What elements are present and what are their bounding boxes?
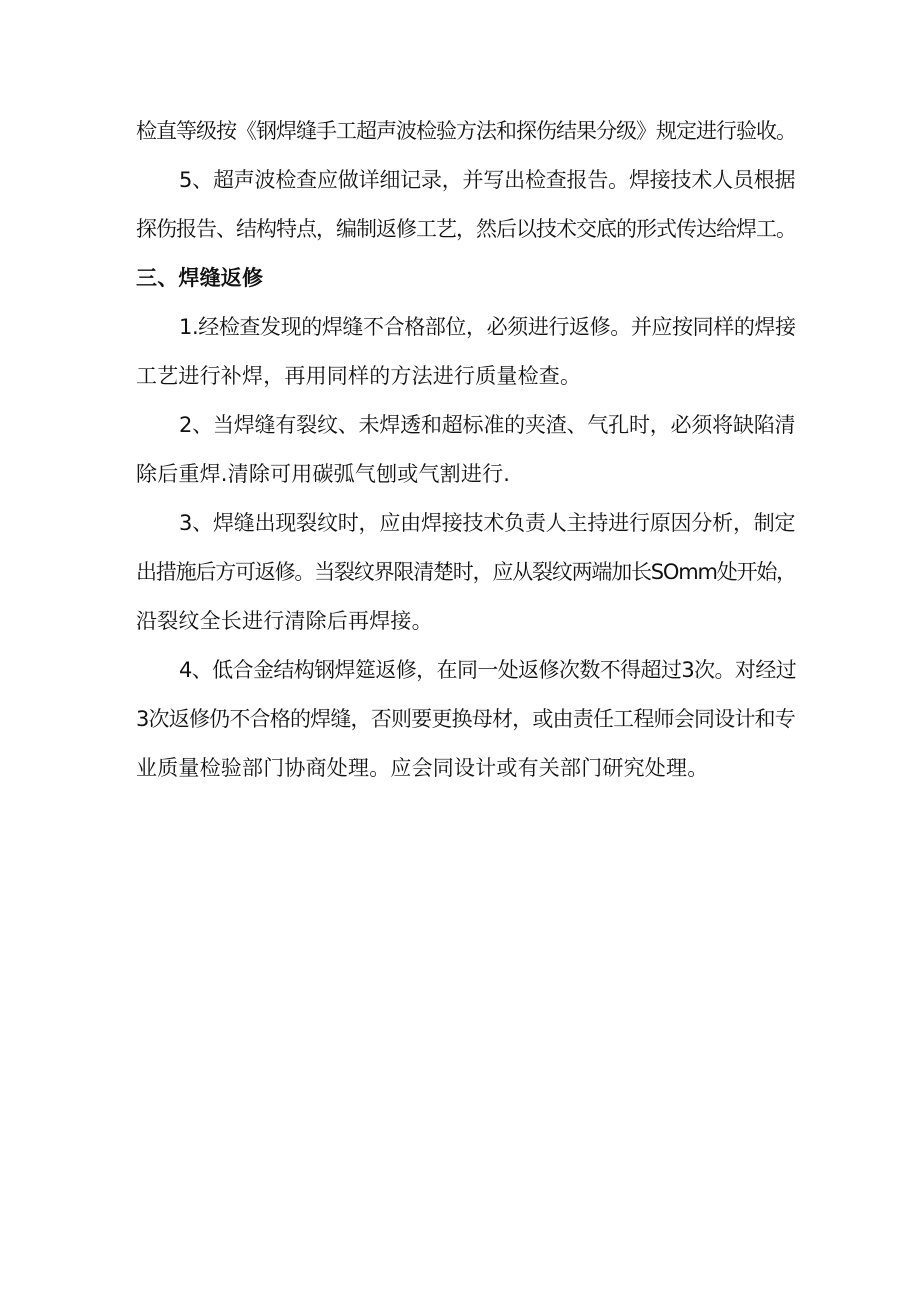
document-body <box>136 116 796 802</box>
paragraph-line: 1.经检查发现的焊缝不合格部位，必须进行返修。并应按同样的焊接 <box>179 315 796 339</box>
paragraph-line: 2、当焊缝有裂纹、未焊透和超标准的夹渣、气孔时，必须将缺陷清 <box>179 413 796 437</box>
paragraph-line: 出措施后方可返修。当裂纹界限清楚时，应从裂纹两端加长SOmm处开始， <box>136 560 796 584</box>
paragraph-line: 工艺进行补焊，再用同样的方法进行质量检查。 <box>136 364 582 388</box>
paragraph-line: 3次返修仍不合格的焊缝，否则要更换母材，或由责任工程师会同设计和专 <box>136 707 795 731</box>
section-heading: 三、焊缝返修 <box>136 266 264 290</box>
paragraph-line: 除后重焊.清除可用碳弧气刨或气割进行. <box>136 462 511 486</box>
paragraph-line: 检直等级按《钢焊缝手工超声波检验方法和探伤结果分级》规定进行验收。 <box>136 119 796 143</box>
paragraph-line: 探伤报告、结构特点，编制返修工艺，然后以技术交底的形式传达给焊工。 <box>136 217 796 241</box>
paragraph-line: 3、焊缝出现裂纹时，应由焊接技术负责人主持进行原因分析，制定 <box>179 511 796 535</box>
paragraph-line: 5、超声波检查应做详细记录，并写出检查报告。焊接技术人员根据 <box>179 168 796 192</box>
paragraph-line: 4、低合金结构钢焊筵返修，在同一处返修次数不得超过3次。对经过 <box>179 658 797 682</box>
paragraph-line: 沿裂纹全长进行清除后再焊接。 <box>136 609 433 633</box>
paragraph-line: 业质量检验部门协商处理。应会同设计或有关部门研究处理。 <box>136 756 709 780</box>
